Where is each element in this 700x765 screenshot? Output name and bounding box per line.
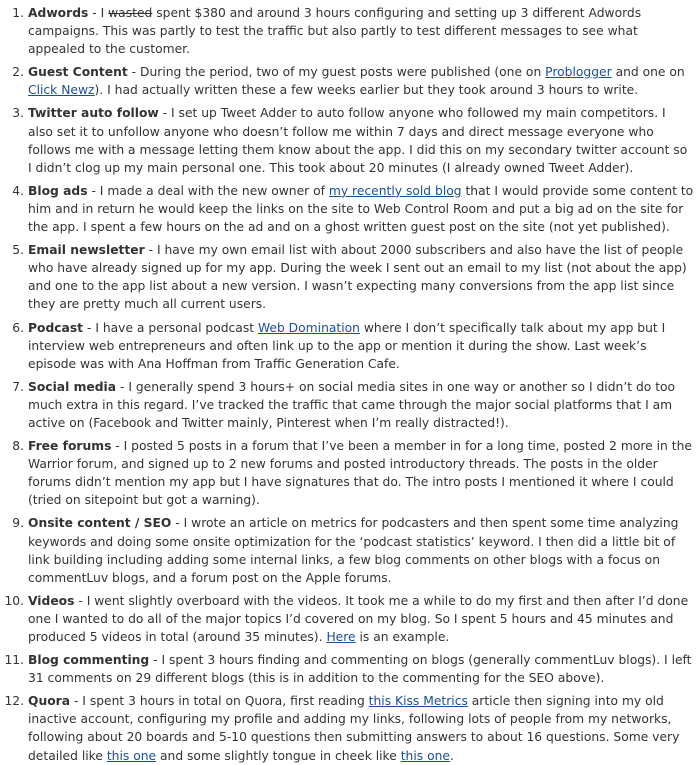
item-text: that I would provide some content to him and in return he would keep the links on the site to Web Control Room and put a big ad on the site for the app. I spent a few hours on the ad and on a ghost written guest post on the site (not yet published). xyxy=(28,183,694,235)
item-number: 10. xyxy=(4,593,24,608)
item-number: 11. xyxy=(4,653,24,668)
list-item-social-media xyxy=(12,378,694,432)
item-title: Adwords xyxy=(28,6,89,20)
item-text: - I wrote an article on metrics for podcasters and then spent some time analyzing keywords and doing some onsite optimization for the ‘podcast statistics’ keyword. I then did a little bit of link building including adding some internal links, a few blog comments on other blogs with a focus on commentLuv blogs, and a forum post on the Apple forums. xyxy=(28,516,679,585)
item-title: Email newsletter xyxy=(28,243,145,258)
item-number: 2. xyxy=(12,65,24,80)
item-text: - I xyxy=(88,6,109,20)
item-number: 4. xyxy=(12,183,24,198)
list-item-guest-content xyxy=(12,63,694,99)
item-text: ). I had actually written these a few weeks earlier but they took around 3 hours to write. xyxy=(94,83,639,98)
item-title: Quora xyxy=(28,694,71,709)
sold-blog-link[interactable]: my recently sold blog xyxy=(328,183,462,198)
list-item-blog-commenting xyxy=(4,651,694,687)
item-title: Blog ads xyxy=(28,183,88,198)
item-text: is an example. xyxy=(355,630,450,644)
item-text: - I posted 5 posts in a forum that I’ve been a member in for a long time, posted 2 more in the Warrior forum, and signed up to 2 new forums and posted introductory threads. The posts in the older forums didn’t mention my app but I have signatures that do. The intro posts I mentioned it where I could (tried on sitepoint but got a warning). xyxy=(28,439,692,508)
detailed-answer-link[interactable]: this one xyxy=(106,748,157,763)
item-title: Social media xyxy=(28,379,117,394)
item-number: 12. xyxy=(4,694,24,709)
item-text: - I spent 3 hours in total on Quora, first reading xyxy=(70,694,369,709)
item-number: 6. xyxy=(12,320,24,335)
item-number: 3. xyxy=(12,106,24,121)
item-text: - I have my own email list with about 2000 subscribers and also have the list of people who have already signed up for my app. During the week I sent out an email to my list (not about the app) and one to the app list about a new version. I wasn’t expecting many conversions from the app list since they are pretty much all current users. xyxy=(28,243,687,312)
item-text: - I set up Tweet Adder to auto follow anyone who followed my main competitors. I also set it to unfollow anyone who doesn’t follow me within 7 days and direct message everyone who follows me with a message letting them know about the app. I did this on my secondary twitter account so I didn’t clog up my main personal one. This took about 20 minutes (I already owned Tweet Adder). xyxy=(28,106,688,175)
item-title: Onsite content / SEO xyxy=(28,516,172,531)
item-number: 7. xyxy=(12,379,24,394)
list-item-free-forums xyxy=(12,437,694,509)
struck-word: wasted xyxy=(108,6,153,20)
item-text: and some slightly tongue in cheek like xyxy=(156,748,401,763)
item-title: Twitter auto follow xyxy=(28,106,159,121)
list-item-quora xyxy=(4,692,694,764)
item-text: - I have a personal podcast xyxy=(83,320,258,335)
item-text: article then signing into my old inactive account, configuring my profile and adding my links, following lots of people from my networks, following about 20 boards and 5-10 questions then submitting answers to about 16 questions. Some very detailed like xyxy=(28,694,680,763)
click-newz-link[interactable]: Click Newz xyxy=(28,83,95,98)
list-item-email-newsletter xyxy=(12,241,694,313)
list-item-videos xyxy=(4,592,694,646)
list-item-podcast xyxy=(12,319,694,373)
item-text: and one on xyxy=(611,65,685,80)
list-item-onsite-seo xyxy=(12,514,694,586)
item-text: - I spent 3 hours finding and commenting on blogs (generally commentLuv blogs). I left 31 comments on 29 different blogs (this is in addition to the commenting for the SEO above). xyxy=(28,653,692,686)
kiss-metrics-link[interactable]: this Kiss Metrics xyxy=(368,694,468,709)
list-item-blog-ads xyxy=(12,182,694,236)
item-title: Guest Content xyxy=(28,65,128,80)
item-text: - I generally spend 3 hours+ on social media sites in one way or another so I didn’t do too much extra in this regard. I’ve tracked the traffic that came through the major social platforms that I am active on (Facebook and Twitter mainly, Pinterest when I’m really distracted!). xyxy=(28,379,676,430)
problogger-link[interactable]: Problogger xyxy=(545,65,612,80)
item-number: 9. xyxy=(12,516,24,531)
item-text: spent $380 and around 3 hours configuring and setting up 3 different Adwords campaigns. This was partly to test the traffic but also partly to test different messages to see what appealed to the customer. xyxy=(28,6,642,57)
list-item-twitter-auto-follow xyxy=(12,104,694,176)
item-number: 1. xyxy=(12,6,24,20)
item-title: Podcast xyxy=(28,320,84,335)
item-title: Videos xyxy=(28,593,75,608)
item-text: where I don’t specifically talk about my app but I interview web entrepreneurs and often link up to the app or mention it during the show. Last week’s episode was with Ana Hoffman from Traffic Generation Cafe. xyxy=(28,320,666,371)
video-example-link[interactable]: Here xyxy=(326,630,356,644)
item-text: - I made a deal with the new owner of xyxy=(87,183,329,198)
item-text: . xyxy=(449,748,454,763)
tongue-in-cheek-answer-link[interactable]: this one xyxy=(400,748,450,763)
web-domination-link[interactable]: Web Domination xyxy=(257,320,360,335)
item-title: Blog commenting xyxy=(28,653,150,668)
item-text: - During the period, two of my guest posts were published (one on xyxy=(127,65,546,80)
item-text: - I went slightly overboard with the videos. It took me a while to do my first and then after I’d done one I wanted to do all of the major topics I’d covered on my blog. So I spent 5 hours and 45 minutes and produced 5 videos in total (around 35 minutes). xyxy=(28,593,689,644)
item-number: 5. xyxy=(12,243,24,258)
item-title: Free forums xyxy=(28,439,112,454)
list-item-adwords xyxy=(12,4,694,58)
item-number: 8. xyxy=(12,439,24,454)
